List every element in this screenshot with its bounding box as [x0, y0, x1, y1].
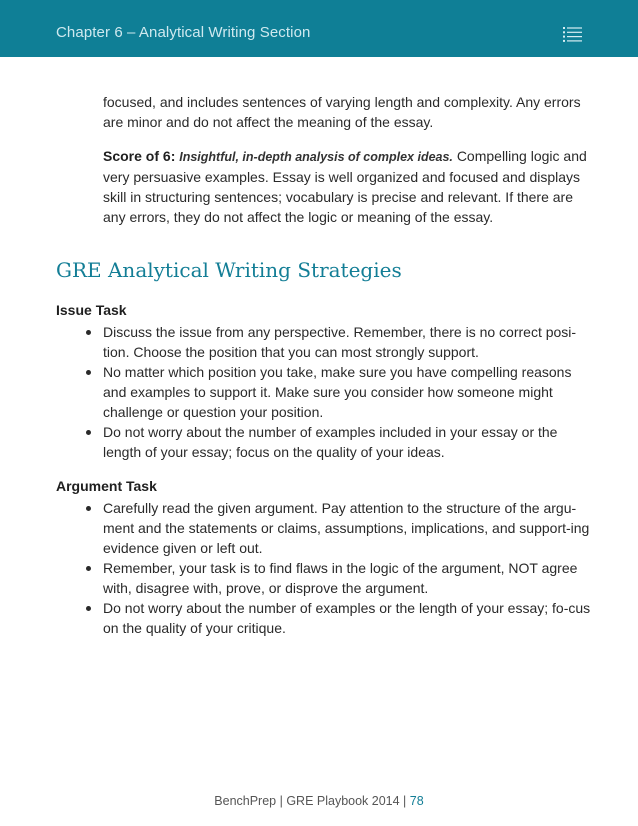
- score-6-descriptor: Insightful, in-depth analysis of complex ideas.: [179, 150, 453, 164]
- score-5-continuation: focused, and includes sentences of varying length and complexity. Any errors are minor and do not affect the meaning of the essay.: [103, 94, 581, 130]
- bullet-icon: [86, 606, 91, 611]
- bullet-icon: [86, 330, 91, 335]
- argument-task-heading: Argument Task: [56, 478, 157, 494]
- list-item: [79, 422, 591, 462]
- argument-task-list: [79, 498, 591, 638]
- list-item: [79, 362, 591, 422]
- chapter-title: Chapter 6 – Analytical Writing Section: [56, 24, 311, 41]
- bullet-text: Remember, your task is to find flaws in the logic of the argument, NOT agree with, disagree with, prove, or disprove the argument.: [103, 560, 578, 596]
- footer-text: BenchPrep | GRE Playbook 2014 |: [214, 794, 407, 808]
- bullet-icon: [86, 430, 91, 435]
- list-menu-icon[interactable]: [563, 27, 582, 42]
- bullet-text: Discuss the issue from any perspective. Remember, there is no correct posi-tion. Choose the position that you can most strongly support.: [103, 324, 577, 360]
- page-number: 78: [409, 794, 424, 808]
- score-6-text: Compelling logic and very persuasive examples. Essay is well organized and focused and displays skill in structuring sentences; vocabulary is precise and relevant. If there are any errors, they do not affect the logic or meaning of the essay.: [103, 148, 587, 225]
- list-item: [79, 558, 591, 598]
- list-item: [79, 598, 591, 638]
- issue-task-list: [79, 322, 591, 462]
- page-footer: [0, 794, 638, 808]
- score-6-paragraph: [103, 146, 590, 227]
- section-heading: GRE Analytical Writing Strategies: [56, 258, 402, 282]
- bullet-text: No matter which position you take, make sure you have compelling reasons and examples to support it. Make sure you consider how someone might challenge or question your position.: [103, 364, 572, 420]
- chapter-header-bar: [0, 0, 638, 57]
- bullet-text: Carefully read the given argument. Pay attention to the structure of the argu-ment and the statements or claims, assumptions, implications, and support-ing evidence given or left out.: [103, 500, 590, 556]
- issue-task-heading: Issue Task: [56, 302, 127, 318]
- list-item: [79, 498, 591, 558]
- bullet-text: Do not worry about the number of examples or the length of your essay; fo-cus on the quality of your critique.: [103, 600, 591, 636]
- bullet-icon: [86, 506, 91, 511]
- bullet-icon: [86, 370, 91, 375]
- bullet-text: Do not worry about the number of examples included in your essay or the length of your essay; focus on the quality of your ideas.: [103, 424, 558, 460]
- score-6-label: Score of 6:: [103, 148, 176, 164]
- list-item: [79, 322, 591, 362]
- bullet-icon: [86, 566, 91, 571]
